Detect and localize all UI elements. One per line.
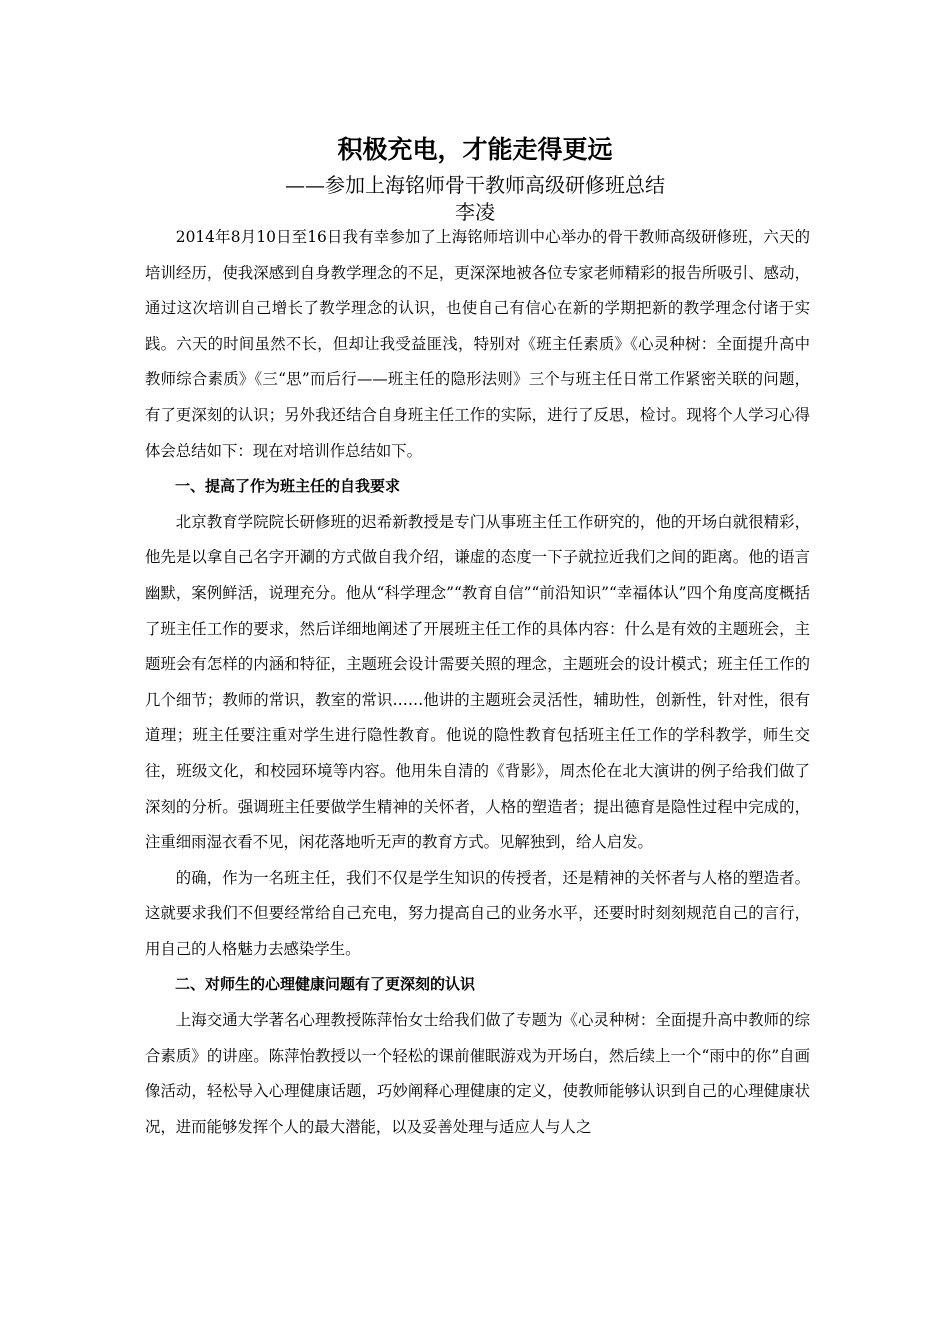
document-subtitle: ——参加上海铭师骨干教师高级研修班总结 — [285, 173, 665, 197]
section-heading-2: 二、对师生的心理健康问题有了更深刻的认识 — [175, 975, 476, 994]
document-title: 积极充电，才能走得更远 — [337, 135, 613, 164]
section-heading-1: 一、提高了作为班主任的自我要求 — [175, 477, 401, 496]
intro-paragraph: 2014年8月10日至16日我有幸参加了上海铭师培训中心举办的骨干教师高级研修班，六天的培训经历，使我深感到自身教学理念的不足，更深深地被各位专家老师精彩的报告所吸引、感动，通过这次培训自己增长了教学理念的认识，也使自己有信心在新的学期把新的教学理念付诸于实践。六天的时间虽然不长，但却让我受益匪浅，特别对《班主任素质》《心灵种树：全面提升高中教师综合素质》《三“思”而后行——班主任的隐形法则》三个与班主任日常工作紧密关联的问题，有了更深刻的认识；另外我还结合自身班主任工作的实际，进行了反思，检讨。现将个人学习心得体会总结如下：现在对培训作总结如下。 — [145, 228, 810, 460]
section-2-paragraph-1: 上海交通大学著名心理教授陈萍怡女士给我们做了专题为《心灵种树：全面提升高中教师的综合素质》的讲座。陈萍怡教授以一个轻松的课前催眠游戏为开场白，然后续上一个“雨中的你”自画像活动，轻松导入心理健康话题，巧妙阐释心理健康的定义，使教师能够认识到自己的心理健康状况，进而能够发挥个人的最大潜能，以及妥善处理与适应人与人之 — [145, 1011, 810, 1136]
section-1-paragraph-1: 北京教育学院院长研修班的迟希新教授是专门从事班主任工作研究的，他的开场白就很精彩，他先是以拿自己名字开涮的方式做自我介绍，谦虚的态度一下子就拉近我们之间的距离。他的语言幽默，案例鲜活，说理充分。他从“科学理念”“教育自信”“前沿知识”“幸福体认”四个角度高度概括了班主任工作的要求，然后详细地阐述了开展班主任工作的具体内容：什么是有效的主题班会，主题班会有怎样的内涵和特征，主题班会设计需要关照的理念，主题班会的设计模式；班主任工作的几个细节；教师的常识，教室的常识……他讲的主题班会灵活性，辅助性，创新性，针对性，很有道理；班主任要注重对学生进行隐性教育。他说的隐性教育包括班主任工作的学科教学，师生交往，班级文化，和校园环境等内容。他用朱自清的《背影》，周杰伦在北大演讲的例子给我们做了深刻的分析。强调班主任要做学生精神的关怀者，人格的塑造者；提出德育是隐性过程中完成的，注重细雨湿衣看不见，闲花落地听无声的教育方式。见解独到，给人启发。 — [145, 512, 810, 852]
document-body — [145, 220, 810, 1145]
author-name: 李凌 — [455, 200, 495, 224]
section-1-paragraph-2: 的确，作为一名班主任，我们不仅是学生知识的传授者，还是精神的关怀者与人格的塑造者。这就要求我们不但要经常给自己充电，努力提高自己的业务水平，还要时时刻刻规范自己的言行，用自己的人格魅力去感染学生。 — [145, 868, 810, 958]
